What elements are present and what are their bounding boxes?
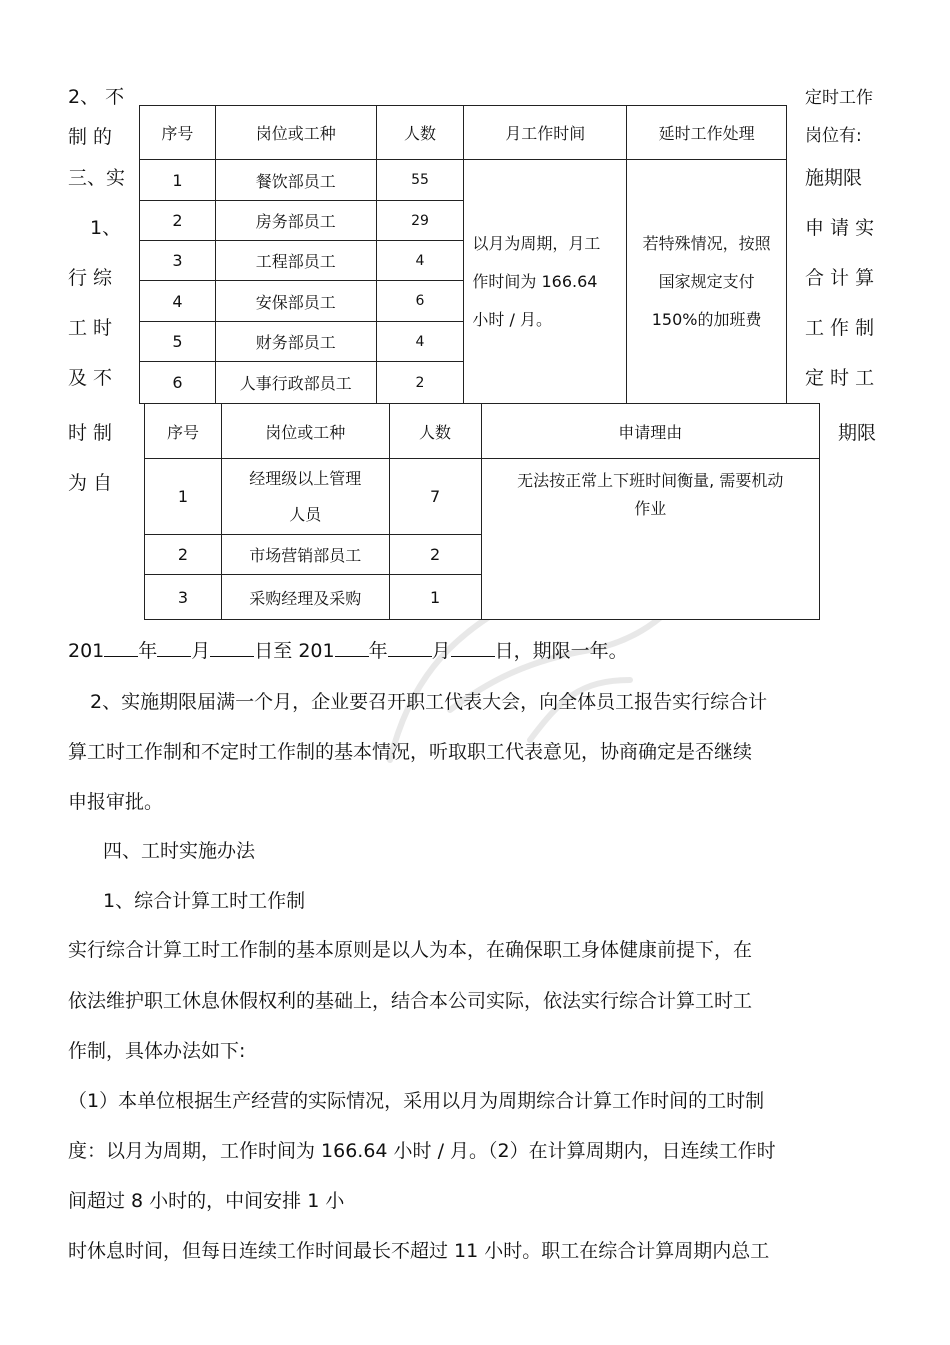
- head-count: 2: [389, 535, 481, 575]
- head-count: 6: [376, 281, 464, 322]
- head-count: 55: [376, 160, 464, 201]
- row-number: 5: [140, 322, 216, 362]
- paragraph-line: 间超过 8 小时的，中间安排 1 小: [68, 1190, 345, 1212]
- head-count: 7: [389, 459, 481, 535]
- row-number: 1: [140, 160, 216, 201]
- post-name-line: 经理级以上管理: [249, 468, 362, 488]
- row-number: 2: [145, 535, 222, 575]
- left-fragment: 2、 不: [68, 86, 125, 108]
- right-fragment: 申 请 实: [805, 217, 875, 239]
- paragraph-line: 申报审批。: [68, 791, 164, 813]
- row-number: 2: [140, 201, 216, 241]
- date-text: 月: [431, 640, 451, 662]
- header-cell: 岗位或工种: [215, 106, 376, 160]
- paragraph-line: 度：以月为周期，工作时间为 166.64 小时 / 月。（2）在计算周期内，日连续工作时: [68, 1140, 776, 1162]
- paragraph-line: 时休息时间，但每日连续工作时间最长不超过 11 小时。职工在综合计算周期内总工: [68, 1240, 770, 1262]
- head-count: 4: [376, 322, 464, 362]
- work-time-line: 小时 / 月。: [472, 309, 552, 329]
- left-fragment: 为 自: [68, 472, 113, 494]
- right-fragment: 定 时 工: [805, 367, 875, 389]
- header-cell: 人数: [389, 404, 481, 459]
- reason-cell: [481, 459, 820, 620]
- post-name: 人事行政部员工: [215, 362, 376, 404]
- left-fragment: 时 制: [68, 422, 113, 444]
- row-number: 3: [145, 575, 222, 620]
- date-text: 201: [68, 640, 105, 662]
- right-fragment: 合 计 算: [805, 267, 875, 289]
- post-name: 餐饮部员工: [215, 160, 376, 201]
- flexible-hours-table: [144, 403, 820, 620]
- table-row: [140, 160, 787, 201]
- subsection-heading: 1、综合计算工时工作制: [103, 890, 306, 912]
- row-number: 1: [145, 459, 222, 535]
- blank-underline: [210, 638, 254, 657]
- left-fragment: 1、: [90, 217, 122, 239]
- header-cell: 序号: [145, 404, 222, 459]
- left-fragment: 及 不: [68, 367, 113, 389]
- right-fragment: 施期限: [805, 167, 863, 189]
- right-fragment: 期限: [838, 422, 877, 444]
- date-text: 日，期限一年。: [494, 640, 628, 662]
- blank-underline: [104, 638, 138, 657]
- row-number: 4: [140, 281, 216, 322]
- paragraph-line: 依法维护职工休息休假权利的基础上，结合本公司实际，依法实行综合计算工时工: [68, 990, 753, 1012]
- table-header-row: [140, 106, 787, 160]
- overtime-line: 150%的加班费: [651, 309, 762, 329]
- date-text: 日至 201: [254, 640, 335, 662]
- date-text: 年: [138, 640, 158, 662]
- post-name: 市场营销部员工: [221, 535, 389, 575]
- post-name: 财务部员工: [215, 322, 376, 362]
- reason-line: 作业: [634, 499, 667, 518]
- head-count: 29: [376, 201, 464, 241]
- post-name: 采购经理及采购: [221, 575, 389, 620]
- blank-underline: [451, 638, 495, 657]
- table-row: [145, 459, 820, 535]
- head-count: 1: [389, 575, 481, 620]
- paragraph-line: 作制，具体办法如下:: [68, 1040, 246, 1062]
- header-cell: 岗位或工种: [221, 404, 389, 459]
- post-name: 安保部员工: [215, 281, 376, 322]
- blank-underline: [388, 638, 432, 657]
- blank-underline: [157, 638, 191, 657]
- date-text: 月: [191, 640, 211, 662]
- section-heading: 四、工时实施办法: [103, 840, 256, 862]
- head-count: 4: [376, 241, 464, 281]
- post-name: [221, 459, 389, 535]
- overtime-cell: [627, 160, 787, 404]
- header-cell: 序号: [140, 106, 216, 160]
- blank-underline: [335, 638, 369, 657]
- row-number: 3: [140, 241, 216, 281]
- post-name-line: 人员: [289, 504, 322, 524]
- comprehensive-hours-table: [139, 105, 787, 404]
- paragraph-line: 2、实施期限届满一个月，企业要召开职工代表大会，向全体员工报告实行综合计: [90, 691, 768, 713]
- paragraph-line: 实行综合计算工时工作制的基本原则是以人为本，在确保职工身体健康前提下，在: [68, 939, 753, 961]
- post-name: 房务部员工: [215, 201, 376, 241]
- overtime-line: 若特殊情况，按照: [642, 233, 771, 253]
- right-fragment: 工 作 制: [805, 317, 875, 339]
- row-number: 6: [140, 362, 216, 404]
- date-range-line: [68, 636, 628, 663]
- header-cell: 月工作时间: [464, 106, 627, 160]
- work-time-line: 以月为周期，月工: [472, 233, 601, 253]
- date-text: 年: [368, 640, 388, 662]
- work-time-line: 作时间为 166.64: [472, 271, 598, 291]
- head-count: 2: [376, 362, 464, 404]
- paragraph-line: （1）本单位根据生产经营的实际情况，采用以月为周期综合计算工作时间的工时制: [68, 1090, 765, 1112]
- work-time-cell: [464, 160, 627, 404]
- left-fragment: 制 的: [68, 126, 113, 148]
- paragraph-line: 算工时工作制和不定时工作制的基本情况，听取职工代表意见，协商确定是否继续: [68, 741, 753, 763]
- table-header-row: [145, 404, 820, 459]
- left-fragment: 行 综: [68, 267, 113, 289]
- header-cell: 申请理由: [481, 404, 820, 459]
- left-fragment: 工 时: [68, 317, 113, 339]
- overtime-line: 国家规定支付: [658, 271, 755, 291]
- header-cell: 人数: [376, 106, 464, 160]
- left-fragment: 三、实: [68, 167, 126, 189]
- reason-line: 无法按正常上下班时间衡量, 需要机动: [517, 471, 784, 490]
- right-fragment: 岗位有:: [805, 126, 862, 146]
- post-name: 工程部员工: [215, 241, 376, 281]
- header-cell: 延时工作处理: [627, 106, 787, 160]
- right-fragment: 定时工作: [805, 88, 873, 108]
